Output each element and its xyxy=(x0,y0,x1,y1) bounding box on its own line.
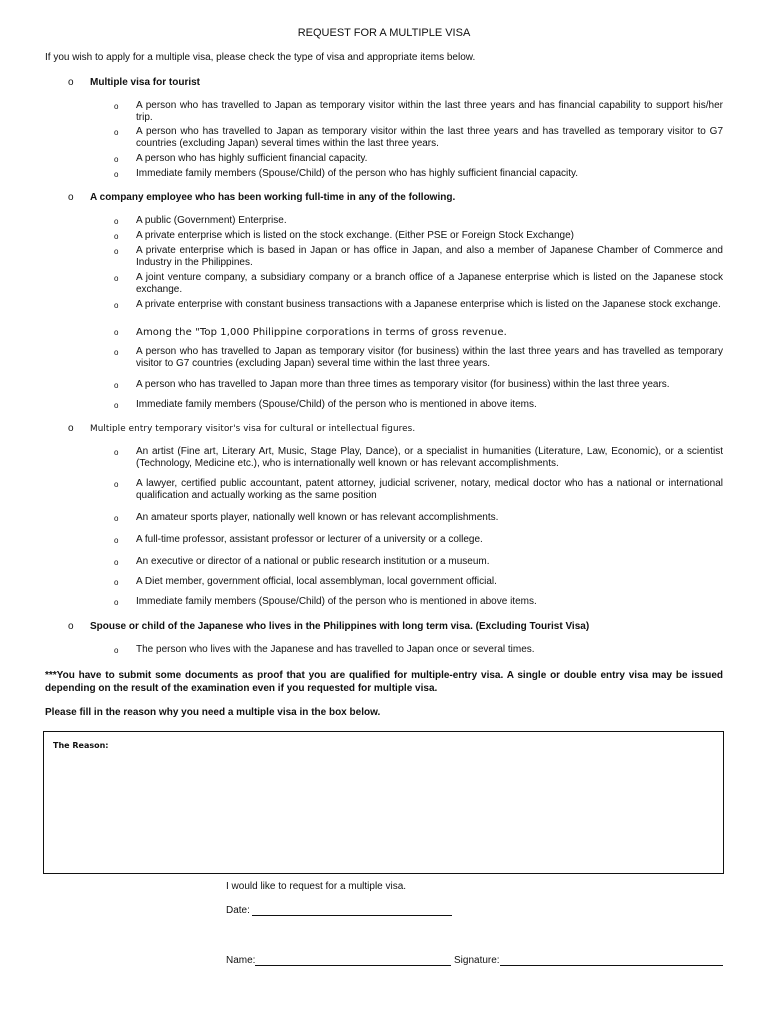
instruction-text: Please fill in the reason why you need a multiple visa in the box below. xyxy=(45,707,381,718)
section-bullet: o xyxy=(68,192,74,203)
sub-bullet: o xyxy=(114,102,119,111)
list-item[interactable]: A private enterprise with constant business transactions with a Japanese enterprise which is listed on the Japanese stock exchange. xyxy=(136,299,721,310)
signature-label: Signature: xyxy=(454,955,500,966)
sub-bullet: o xyxy=(114,558,119,567)
sub-bullet: o xyxy=(114,128,119,137)
reason-label: The Reason: xyxy=(53,741,109,750)
sub-bullet: o xyxy=(114,247,119,256)
section-heading-spouse[interactable]: Spouse or child of the Japanese who lives in the Philippines with long term visa. (Excluding Tourist Visa) xyxy=(90,621,590,632)
intro-text: If you wish to apply for a multiple visa, please check the type of visa and appropriate items below. xyxy=(45,52,476,63)
list-item[interactable]: Immediate family members (Spouse/Child) of the person who is mentioned in above items. xyxy=(136,399,537,410)
reason-box[interactable] xyxy=(43,731,724,874)
sub-bullet: o xyxy=(114,448,119,457)
list-item[interactable]: A Diet member, government official, local assemblyman, local government official. xyxy=(136,576,497,587)
sub-bullet: o xyxy=(114,170,119,179)
list-item[interactable]: A full-time professor, assistant professor or lecturer of a university or a college. xyxy=(136,534,483,545)
sub-bullet: o xyxy=(114,514,119,523)
sub-bullet: o xyxy=(114,646,119,655)
request-statement: I would like to request for a multiple visa. xyxy=(226,881,407,892)
list-item[interactable]: A joint venture company, a subsidiary company or a branch office of a Japanese enterprise which is listed on the Japanese stock exchange. xyxy=(136,272,723,295)
sub-bullet: o xyxy=(114,217,119,226)
sub-bullet: o xyxy=(114,598,119,607)
date-field[interactable] xyxy=(252,915,452,916)
sub-bullet: o xyxy=(114,536,119,545)
sub-bullet: o xyxy=(114,401,119,410)
section-bullet: o xyxy=(68,621,74,632)
name-label: Name: xyxy=(226,955,256,966)
list-item[interactable]: Immediate family members (Spouse/Child) of the person who has highly sufficient financial capacity. xyxy=(136,168,579,179)
list-item[interactable]: A lawyer, certified public accountant, patent attorney, judicial scrivener, notary, medical doctor who has a national or international qualification and actually working as the same position xyxy=(136,478,723,501)
list-item[interactable]: An artist (Fine art, Literary Art, Music, Stage Play, Dance), or a specialist in humanities (Literature, Law, Economic), or a scientist (Technology, Medicine etc.), who is internationally well known or has relevant accomplishments. xyxy=(136,446,723,469)
list-item[interactable]: A person who has highly sufficient financial capacity. xyxy=(136,153,368,164)
list-item[interactable]: Immediate family members (Spouse/Child) of the person who is mentioned in above items. xyxy=(136,596,537,607)
list-item[interactable]: A private enterprise which is based in Japan or has office in Japan, and also a member of Japanese Chamber of Commerce and Industry in the Philippines. xyxy=(136,245,723,268)
sub-bullet: o xyxy=(114,578,119,587)
page-title: REQUEST FOR A MULTIPLE VISA xyxy=(297,27,471,39)
note-text: ***You have to submit some documents as proof that you are qualified for multiple-entry visa. A single or double entry visa may be issued depending on the result of the examination even if you requested for multiple visa. xyxy=(45,670,723,694)
section-heading-company[interactable]: A company employee who has been working full-time in any of the following. xyxy=(90,192,456,203)
sub-bullet: o xyxy=(114,328,119,337)
sub-bullet: o xyxy=(114,232,119,241)
sub-bullet: o xyxy=(114,348,119,357)
list-item[interactable]: A person who has travelled to Japan as temporary visitor within the last three years and has financial capability to support his/her trip. xyxy=(136,100,723,123)
section-bullet: o xyxy=(68,77,74,88)
section-bullet: o xyxy=(68,423,74,434)
list-item[interactable]: An amateur sports player, nationally well known or has relevant accomplishments. xyxy=(136,512,499,523)
list-item[interactable]: An executive or director of a national or public research institution or a museum. xyxy=(136,556,490,567)
list-item[interactable]: A person who has travelled to Japan as temporary visitor within the last three years and has travelled as temporary visitor to G7 countries (excluding Japan) several times within the last three years. xyxy=(136,126,723,149)
date-label: Date: xyxy=(226,905,250,916)
list-item[interactable]: A person who has travelled to Japan more than three times as temporary visitor (for business) within the last three years. xyxy=(136,379,670,390)
sub-bullet: o xyxy=(114,381,119,390)
list-item[interactable]: A public (Government) Enterprise. xyxy=(136,215,287,226)
sub-bullet: o xyxy=(114,301,119,310)
section-heading-cultural[interactable]: Multiple entry temporary visitor's visa for cultural or intellectual figures. xyxy=(90,424,416,434)
section-heading-tourist[interactable]: Multiple visa for tourist xyxy=(90,77,201,88)
name-field[interactable] xyxy=(255,965,451,966)
list-item[interactable]: Among the "Top 1,000 Philippine corporations in terms of gross revenue. xyxy=(136,327,507,338)
signature-field[interactable] xyxy=(500,965,723,966)
list-item[interactable]: The person who lives with the Japanese and has travelled to Japan once or several times. xyxy=(136,644,535,655)
sub-bullet: o xyxy=(114,480,119,489)
sub-bullet: o xyxy=(114,274,119,283)
list-item[interactable]: A private enterprise which is listed on the stock exchange. (Either PSE or Foreign Stock Exchange) xyxy=(136,230,574,241)
list-item[interactable]: A person who has travelled to Japan as temporary visitor (for business) within the last three years and has travelled as temporary visitor to G7 countries (excluding Japan) several time within the last three years. xyxy=(136,346,723,369)
sub-bullet: o xyxy=(114,155,119,164)
